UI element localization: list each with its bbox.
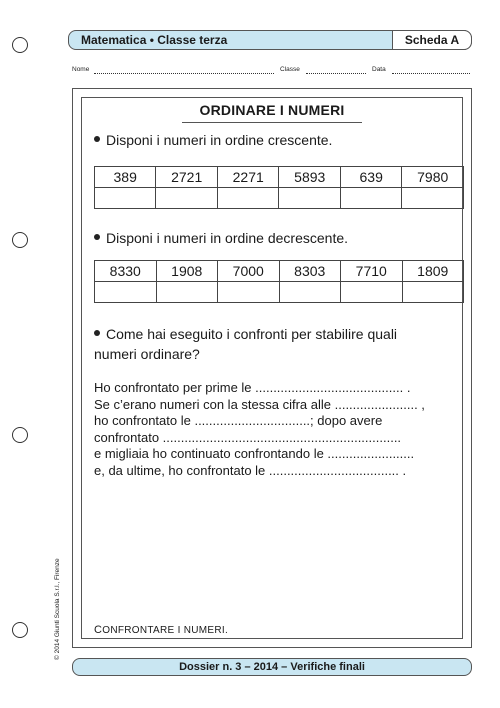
answer-line: confrontato ..................................................................	[94, 429, 402, 445]
answer-cell[interactable]	[217, 188, 279, 209]
exercise1-text: Disponi i numeri in ordine crescente.	[106, 132, 333, 148]
number-cell: 8330	[95, 261, 157, 282]
number-cell: 2271	[217, 167, 279, 188]
header-tab: Scheda A	[392, 30, 472, 50]
page-title: ORDINARE I NUMERI	[199, 102, 345, 118]
date-label: Data	[372, 66, 386, 73]
answer-paragraph	[94, 380, 466, 480]
header-bar	[68, 30, 472, 50]
question-line-2: numeri ordinare?	[94, 346, 200, 362]
exercise2-table	[94, 260, 464, 303]
worksheet-inner	[81, 97, 463, 639]
question-line-1	[94, 324, 464, 344]
name-field[interactable]	[94, 73, 274, 74]
question-block	[94, 324, 464, 364]
section-reference	[94, 624, 228, 636]
binder-hole-4	[12, 622, 28, 638]
answer-line: Se c’erano numeri con la stessa cifra alle ....................... ,	[94, 396, 425, 412]
answer-cell[interactable]	[156, 188, 218, 209]
answer-cell[interactable]	[341, 188, 402, 209]
answer-cell[interactable]	[156, 282, 218, 303]
question-text-1: Come hai eseguito i confronti per stabilire quali	[106, 326, 398, 342]
date-field[interactable]	[392, 73, 470, 74]
exercise1-instruction	[94, 132, 332, 148]
exercise2-text: Disponi i numeri in ordine decrescente.	[106, 230, 349, 246]
answer-line: ho confrontato le ................................; dopo avere	[94, 413, 383, 429]
title-underline	[182, 122, 362, 123]
answer-cell[interactable]	[279, 188, 341, 209]
exercise2-instruction	[94, 230, 348, 246]
class-label: Classe	[280, 66, 300, 73]
binder-hole-3	[12, 427, 28, 443]
answer-row	[95, 188, 464, 209]
copyright-credit: © 2014 Giunti Scuola S.r.l., Firenze	[54, 558, 61, 660]
number-cell: 8303	[279, 261, 341, 282]
worksheet-frame	[72, 88, 472, 648]
table-row	[95, 167, 464, 188]
number-cell: 5893	[279, 167, 341, 188]
section-reference-rest: ONFRONTARE I NUMERI.	[102, 625, 229, 636]
number-cell: 7000	[218, 261, 280, 282]
answer-row	[95, 282, 464, 303]
answer-line: e, da ultime, ho confrontato le .................................... .	[94, 462, 407, 478]
number-cell: 389	[95, 167, 156, 188]
answer-cell[interactable]	[95, 282, 157, 303]
answer-cell[interactable]	[402, 188, 464, 209]
number-cell: 639	[341, 167, 402, 188]
answer-line: e migliaia ho continuato confrontando le ........................	[94, 446, 415, 462]
answer-cell[interactable]	[95, 188, 156, 209]
binder-hole-2	[12, 232, 28, 248]
exercise1-table	[94, 166, 464, 209]
table-row	[95, 261, 464, 282]
answer-cell[interactable]	[341, 282, 403, 303]
bullet-icon	[94, 136, 100, 142]
binder-hole-1	[12, 37, 28, 53]
footer-bar: Dossier n. 3 – 2014 – Verifiche finali	[72, 658, 472, 676]
number-cell: 2721	[156, 167, 218, 188]
header-title: Matematica • Classe terza	[81, 33, 228, 47]
bullet-icon	[94, 234, 100, 240]
number-cell: 7710	[341, 261, 403, 282]
number-cell: 7980	[402, 167, 464, 188]
answer-line: Ho confrontato per prime le ......................................... .	[94, 380, 411, 395]
answer-cell[interactable]	[402, 282, 464, 303]
number-cell: 1908	[156, 261, 218, 282]
name-label: Nome	[72, 66, 90, 73]
answer-cell[interactable]	[218, 282, 280, 303]
number-cell: 1809	[402, 261, 464, 282]
answer-cell[interactable]	[279, 282, 341, 303]
bullet-icon	[94, 330, 100, 336]
class-field[interactable]	[306, 73, 366, 74]
section-reference-initial: C	[94, 624, 103, 636]
meta-row	[72, 66, 472, 78]
